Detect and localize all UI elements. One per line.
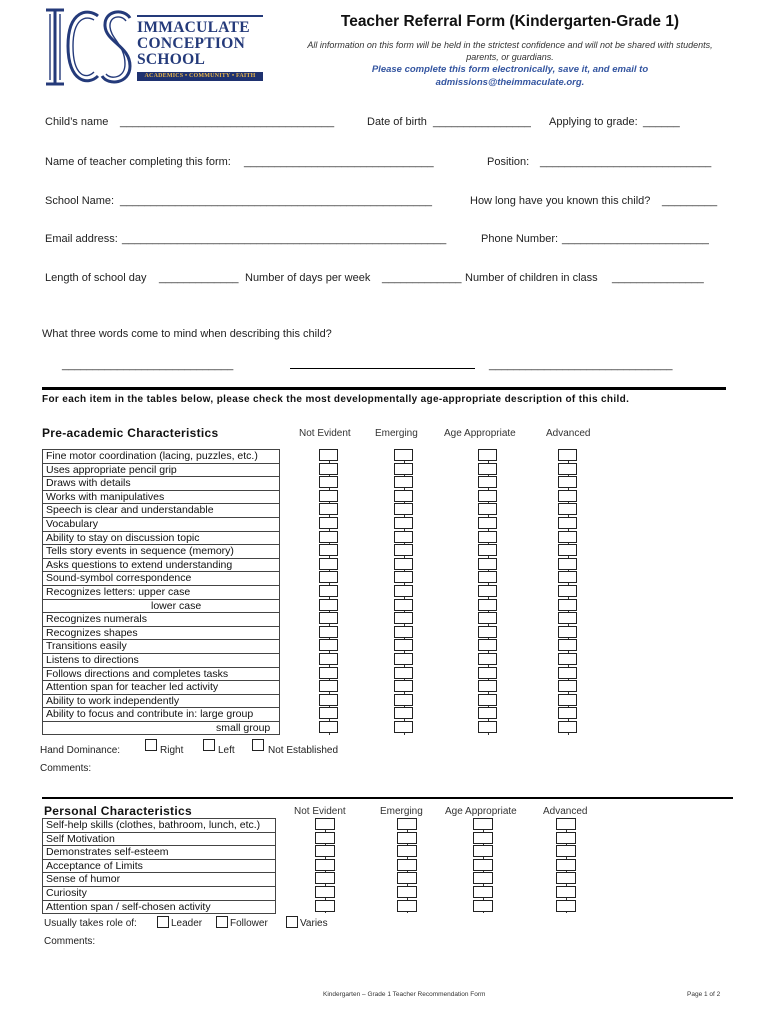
pre-not-evident-checkbox[interactable] [319,585,338,597]
per-advanced-checkbox[interactable] [556,818,576,830]
teacher-name-field[interactable]: _______________________________ [244,156,434,168]
pre-not-evident-checkbox[interactable] [319,544,338,556]
pre-advanced-checkbox[interactable] [558,707,577,719]
pre-age-appropriate-checkbox[interactable] [478,612,497,624]
col-emerging: Emerging [375,428,418,439]
pre-not-evident-checkbox[interactable] [319,449,338,461]
personal-table [42,818,276,914]
submission-email[interactable]: admissions@theimmaculate.org. [435,77,585,88]
pre-not-evident-checkbox[interactable] [319,476,338,488]
per-row [43,900,276,914]
pre-emerging-checkbox[interactable] [394,707,413,719]
section-divider [42,387,726,390]
pre-advanced-checkbox[interactable] [558,694,577,706]
pre-advanced-checkbox[interactable] [558,585,577,597]
pre-item-label: Sound-symbol correspondence [43,572,280,586]
pre-not-evident-checkbox[interactable] [319,680,338,692]
pre-row [43,708,280,722]
pre-advanced-checkbox[interactable] [558,639,577,651]
pre-row [43,558,280,572]
pre-not-evident-checkbox[interactable] [319,721,338,733]
pre-row [43,517,280,531]
school-name-line-2: CONCEPTION [137,35,246,52]
per-advanced-checkbox[interactable] [556,872,576,884]
pre-item-label: Draws with details [43,477,280,491]
per-age-appropriate-checkbox[interactable] [473,872,493,884]
known-label: How long have you known this child? [470,195,651,207]
per-row [43,846,276,860]
per-age-appropriate-checkbox[interactable] [473,900,493,912]
pre-age-appropriate-checkbox[interactable] [478,449,497,461]
word-field-2[interactable] [290,368,475,369]
col2-emerging: Emerging [380,806,423,817]
pre-emerging-checkbox[interactable] [394,694,413,706]
pre-item-label: Uses appropriate pencil grip [43,463,280,477]
pre-advanced-checkbox[interactable] [558,449,577,461]
pre-not-evident-checkbox[interactable] [319,490,338,502]
pre-row [43,626,280,640]
pre-item-label: Ability to focus and contribute in: large group [43,708,280,722]
section-divider-2 [42,797,733,799]
per-item-label: Demonstrates self-esteem [43,846,276,860]
school-tagline: ACADEMICS • COMMUNITY • FAITH [137,72,263,81]
pre-emerging-checkbox[interactable] [394,639,413,651]
pre-row [43,640,280,654]
pre-advanced-checkbox[interactable] [558,667,577,679]
per-age-appropriate-checkbox[interactable] [473,818,493,830]
pre-emerging-checkbox[interactable] [394,721,413,733]
pre-not-evident-checkbox[interactable] [319,463,338,475]
pre-emerging-checkbox[interactable] [394,490,413,502]
per-row [43,832,276,846]
per-item-label: Attention span / self-chosen activity [43,900,276,914]
per-emerging-checkbox[interactable] [397,872,417,884]
footer-page-number: Page 1 of 2 [687,991,721,998]
personal-comments-label: Comments: [44,936,96,947]
children-in-class-field[interactable]: _______________ [612,272,704,284]
pre-row [43,613,280,627]
per-advanced-checkbox[interactable] [556,886,576,898]
per-not-evident-checkbox[interactable] [315,900,335,912]
pre-age-appropriate-checkbox[interactable] [478,680,497,692]
col-advanced: Advanced [546,428,591,439]
school-name-label: School Name: [45,195,115,207]
email-field[interactable]: _____________________________________________________ [122,233,447,245]
pre-age-appropriate-checkbox[interactable] [478,490,497,502]
role-follower-checkbox[interactable] [216,916,228,928]
pre-advanced-checkbox[interactable] [558,503,577,515]
pre-age-appropriate-checkbox[interactable] [478,463,497,475]
pre-advanced-checkbox[interactable] [558,612,577,624]
pre-age-appropriate-checkbox[interactable] [478,639,497,651]
role-varies-label: Varies [300,918,328,929]
pre-item-label: Attention span for teacher led activity [43,681,280,695]
pre-not-evident-checkbox[interactable] [319,571,338,583]
three-words-label: What three words come to mind when describing this child? [42,328,332,340]
pre-age-appropriate-checkbox[interactable] [478,571,497,583]
pre-item-label: Ability to work independently [43,694,280,708]
per-not-evident-checkbox[interactable] [315,886,335,898]
pre-row [43,450,280,464]
role-varies-checkbox[interactable] [286,916,298,928]
hand-not-established-label: Not Established [268,745,339,756]
pre-age-appropriate-checkbox[interactable] [478,544,497,556]
footer-doc-name: Kindergarten – Grade 1 Teacher Recommendation Form [323,991,486,998]
pre-age-appropriate-checkbox[interactable] [478,517,497,529]
per-emerging-checkbox[interactable] [397,886,417,898]
pre-not-evident-checkbox[interactable] [319,694,338,706]
per-not-evident-checkbox[interactable] [315,859,335,871]
confidentiality-note: All information on this form will be held in the strictest confidence and will not be shared with students, parents, or guardians. [307,40,713,62]
per-item-label: Self-help skills (clothes, bathroom, lunch, etc.) [43,819,276,833]
pre-advanced-checkbox[interactable] [558,653,577,665]
pre-advanced-checkbox[interactable] [558,558,577,570]
school-name [137,20,250,68]
pre-item-label: Recognizes shapes [43,626,280,640]
known-field[interactable]: _________ [662,195,718,207]
per-not-evident-checkbox[interactable] [315,818,335,830]
role-leader-label: Leader [171,918,203,929]
col2-advanced: Advanced [543,806,588,817]
school-name-line-3: SCHOOL [137,51,206,68]
pre-item-label: Recognizes letters: upper case [43,585,280,599]
per-not-evident-checkbox[interactable] [315,832,335,844]
children-in-class-label: Number of children in class [465,272,598,284]
personal-title: Personal Characteristics [44,804,192,818]
pre-not-evident-checkbox[interactable] [319,639,338,651]
hand-left-label: Left [218,745,235,756]
pre-row [43,653,280,667]
pre-row [43,681,280,695]
pre-age-appropriate-checkbox[interactable] [478,599,497,611]
pre-item-label: small group [43,721,280,735]
pre-emerging-checkbox[interactable] [394,667,413,679]
pre-row [43,463,280,477]
pre-row [43,477,280,491]
school-name-field[interactable]: ___________________________________________________ [120,195,433,207]
pre-emerging-checkbox[interactable] [394,558,413,570]
pre-item-label: Works with manipulatives [43,490,280,504]
logo-rule [137,15,263,17]
pre-advanced-checkbox[interactable] [558,599,577,611]
per-age-appropriate-checkbox[interactable] [473,859,493,871]
pre-age-appropriate-checkbox[interactable] [478,503,497,515]
pre-advanced-checkbox[interactable] [558,680,577,692]
pre-row [43,531,280,545]
role-label: Usually takes role of: [44,918,137,929]
pre-emerging-checkbox[interactable] [394,653,413,665]
pre-row [43,694,280,708]
pre-item-label: Fine motor coordination (lacing, puzzles, etc.) [43,450,280,464]
pre-advanced-checkbox[interactable] [558,476,577,488]
per-emerging-checkbox[interactable] [397,832,417,844]
phone-field[interactable]: ________________________ [562,233,709,245]
hand-not-established-checkbox[interactable] [252,739,264,751]
per-item-label: Sense of humor [43,873,276,887]
per-not-evident-checkbox[interactable] [315,845,335,857]
position-label: Position: [487,156,530,168]
pre-academic-comments-label: Comments: [40,763,92,774]
pre-row [43,490,280,504]
pre-advanced-checkbox[interactable] [558,517,577,529]
dob-label: Date of birth [367,116,427,128]
pre-not-evident-checkbox[interactable] [319,612,338,624]
pre-emerging-checkbox[interactable] [394,571,413,583]
word-field-1[interactable]: ____________________________ [62,359,234,371]
pre-emerging-checkbox[interactable] [394,463,413,475]
pre-emerging-checkbox[interactable] [394,626,413,638]
pre-advanced-checkbox[interactable] [558,544,577,556]
col-not-evident: Not Evident [299,428,351,439]
pre-emerging-checkbox[interactable] [394,612,413,624]
pre-item-label: Transitions easily [43,640,280,654]
per-advanced-checkbox[interactable] [556,900,576,912]
submission-instructions [296,63,724,89]
pre-emerging-checkbox[interactable] [394,599,413,611]
pre-row [43,721,280,735]
ics-monogram [42,6,134,88]
per-row [43,819,276,833]
pre-emerging-checkbox[interactable] [394,544,413,556]
pre-academic-table [42,449,280,735]
pre-age-appropriate-checkbox[interactable] [478,585,497,597]
days-per-week-field[interactable]: _____________ [382,272,462,284]
teacher-name-label: Name of teacher completing this form: [45,156,231,168]
days-per-week-label: Number of days per week [245,272,371,284]
pre-not-evident-checkbox[interactable] [319,626,338,638]
grade-field[interactable]: ______ [643,116,680,128]
pre-row [43,572,280,586]
pre-item-label: Ability to stay on discussion topic [43,531,280,545]
pre-emerging-checkbox[interactable] [394,449,413,461]
pre-emerging-checkbox[interactable] [394,585,413,597]
pre-item-label: Listens to directions [43,653,280,667]
per-advanced-checkbox[interactable] [556,859,576,871]
per-emerging-checkbox[interactable] [397,845,417,857]
word-field-3[interactable]: ______________________________ [489,359,673,371]
role-follower-label: Follower [230,918,268,929]
per-item-label: Self Motivation [43,832,276,846]
pre-age-appropriate-checkbox[interactable] [478,653,497,665]
pre-advanced-checkbox[interactable] [558,626,577,638]
per-item-label: Acceptance of Limits [43,859,276,873]
pre-item-label: Tells story events in sequence (memory) [43,545,280,559]
pre-row [43,504,280,518]
pre-advanced-checkbox[interactable] [558,463,577,475]
hand-right-label: Right [160,745,184,756]
table-instructions: For each item in the tables below, please check the most developmentally age-appropriate description of this child. [42,394,630,405]
col-age-appropriate: Age Appropriate [444,428,516,439]
hand-left-checkbox[interactable] [203,739,215,751]
hand-right-checkbox[interactable] [145,739,157,751]
pre-advanced-checkbox[interactable] [558,490,577,502]
grade-label: Applying to grade: [549,116,638,128]
per-row [43,886,276,900]
pre-not-evident-checkbox[interactable] [319,599,338,611]
pre-age-appropriate-checkbox[interactable] [478,694,497,706]
childs-name-label: Child’s name [45,116,109,128]
phone-label: Phone Number: [481,233,559,245]
per-age-appropriate-checkbox[interactable] [473,832,493,844]
pre-not-evident-checkbox[interactable] [319,517,338,529]
col2-age-appropriate: Age Appropriate [445,806,517,817]
pre-not-evident-checkbox[interactable] [319,558,338,570]
pre-emerging-checkbox[interactable] [394,531,413,543]
per-age-appropriate-checkbox[interactable] [473,845,493,857]
pre-not-evident-checkbox[interactable] [319,667,338,679]
role-leader-checkbox[interactable] [157,916,169,928]
childs-name-field[interactable]: ___________________________________ [120,116,335,128]
pre-not-evident-checkbox[interactable] [319,531,338,543]
pre-advanced-checkbox[interactable] [558,571,577,583]
pre-item-label: Vocabulary [43,517,280,531]
per-item-label: Curiosity [43,886,276,900]
pre-advanced-checkbox[interactable] [558,531,577,543]
per-row [43,859,276,873]
pre-item-label: Asks questions to extend understanding [43,558,280,572]
pre-emerging-checkbox[interactable] [394,503,413,515]
pre-item-label: Recognizes numerals [43,613,280,627]
email-label: Email address: [45,233,118,245]
per-emerging-checkbox[interactable] [397,818,417,830]
pre-row [43,545,280,559]
form-title: Teacher Referral Form (Kindergarten-Grade 1) [340,13,680,30]
pre-item-label: Follows directions and completes tasks [43,667,280,681]
position-field[interactable]: ____________________________ [540,156,712,168]
pre-item-label: Speech is clear and understandable [43,504,280,518]
pre-not-evident-checkbox[interactable] [319,707,338,719]
hand-dominance-label: Hand Dominance: [40,745,121,756]
per-not-evident-checkbox[interactable] [315,872,335,884]
school-name-line-1: IMMACULATE [137,19,250,36]
per-emerging-checkbox[interactable] [397,900,417,912]
pre-age-appropriate-checkbox[interactable] [478,531,497,543]
dob-field[interactable]: ________________ [433,116,531,128]
pre-age-appropriate-checkbox[interactable] [478,721,497,733]
pre-emerging-checkbox[interactable] [394,476,413,488]
pre-not-evident-checkbox[interactable] [319,503,338,515]
pre-age-appropriate-checkbox[interactable] [478,476,497,488]
pre-academic-title: Pre-academic Characteristics [42,426,219,440]
pre-age-appropriate-checkbox[interactable] [478,707,497,719]
pre-age-appropriate-checkbox[interactable] [478,667,497,679]
per-age-appropriate-checkbox[interactable] [473,886,493,898]
pre-emerging-checkbox[interactable] [394,680,413,692]
col2-not-evident: Not Evident [294,806,346,817]
pre-emerging-checkbox[interactable] [394,517,413,529]
pre-not-evident-checkbox[interactable] [319,653,338,665]
per-row [43,873,276,887]
pre-item-label: lower case [43,599,280,613]
pre-age-appropriate-checkbox[interactable] [478,558,497,570]
pre-row [43,585,280,599]
pre-age-appropriate-checkbox[interactable] [478,626,497,638]
per-emerging-checkbox[interactable] [397,859,417,871]
submission-line-1: Please complete this form electronically, save it, and email to [371,64,649,75]
per-advanced-checkbox[interactable] [556,832,576,844]
per-advanced-checkbox[interactable] [556,845,576,857]
school-day-label: Length of school day [45,272,147,284]
pre-row [43,599,280,613]
pre-advanced-checkbox[interactable] [558,721,577,733]
school-day-field[interactable]: _____________ [159,272,239,284]
pre-row [43,667,280,681]
